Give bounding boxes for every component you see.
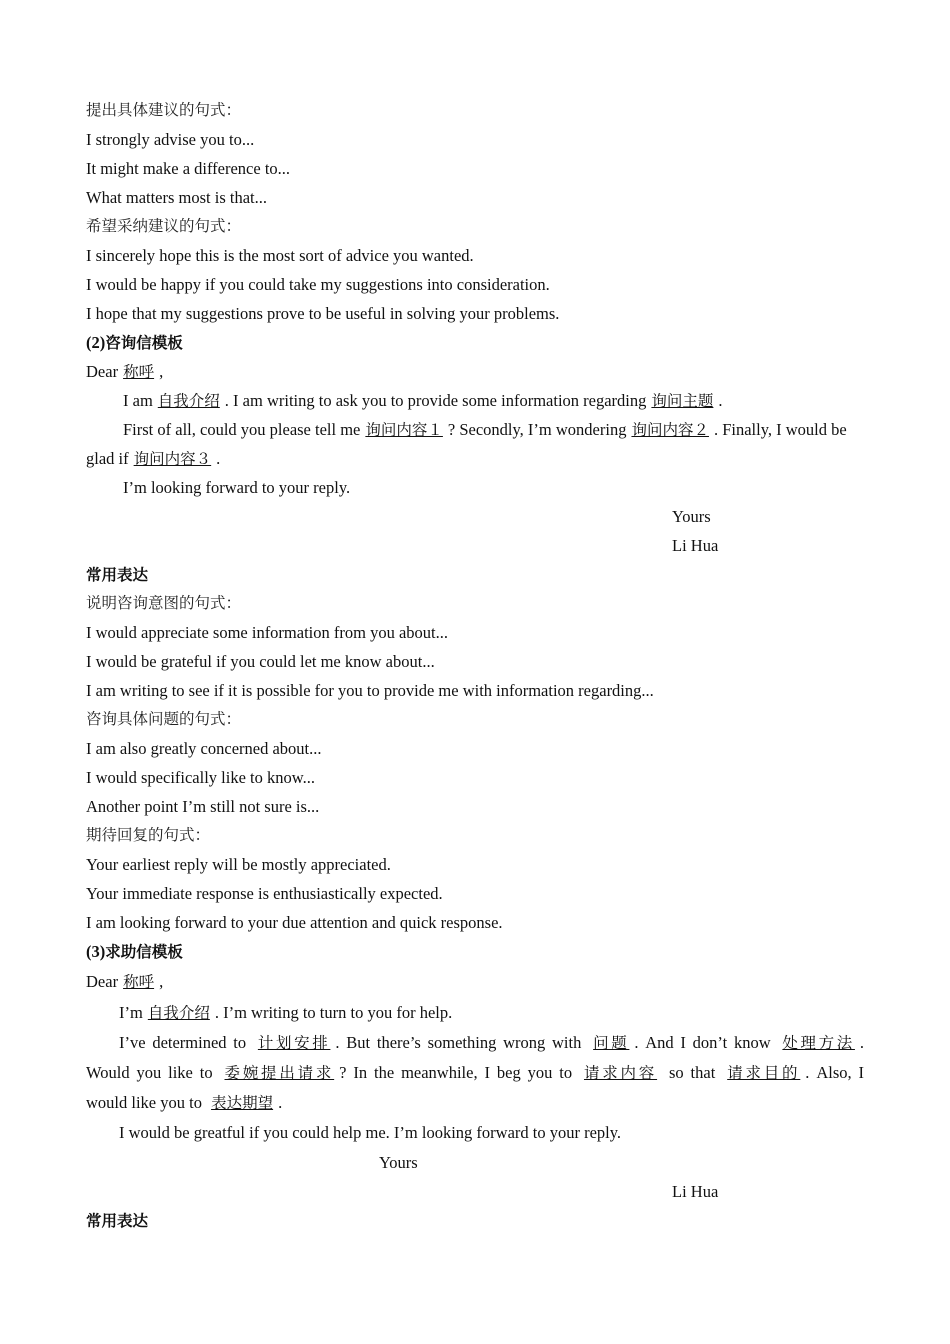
help-title bbox=[86, 937, 864, 966]
advice-line: What matters most is that... bbox=[86, 188, 268, 207]
text: . I am writing to ask you to provide some information regarding bbox=[224, 391, 647, 410]
inquiry-title-num: (2) bbox=[86, 333, 106, 352]
hope-line: I hope that my suggestions prove to be useful in solving your problems. bbox=[86, 304, 560, 323]
inquiry-closing: I’m looking forward to your reply. bbox=[123, 478, 351, 497]
help-salutation: Dear 称呼 , bbox=[86, 972, 164, 991]
specific-line: Another point I’m still not sure is... bbox=[86, 797, 320, 816]
help-para-2-line-3: would like you to 表达期望 . bbox=[86, 1093, 283, 1112]
text: ? In the meanwhile, I beg you to bbox=[339, 1063, 573, 1082]
blank-question-2: 询问内容２ bbox=[631, 421, 709, 439]
text: . I’m writing to turn to you for help. bbox=[214, 1003, 453, 1022]
hope-heading: 希望采纳建议的句式： bbox=[86, 217, 242, 235]
inquiry-title-text: 咨询信模板 bbox=[105, 334, 183, 352]
blank-salutation: 称呼 bbox=[123, 363, 155, 381]
blank-request: 委婉提出请求 bbox=[224, 1064, 335, 1082]
heading-text: 常用表达 bbox=[86, 566, 149, 584]
document-page bbox=[86, 96, 864, 1235]
hope-line: I sincerely hope this is the most sort of advice you wanted. bbox=[86, 246, 474, 265]
blank-self-intro: 自我介绍 bbox=[157, 392, 220, 410]
inquiry-para-2-line-1 bbox=[86, 415, 864, 444]
intent-heading: 说明咨询意图的句式： bbox=[86, 594, 242, 612]
text: I’ve determined to bbox=[119, 1033, 247, 1052]
blank-question-1: 询问内容１ bbox=[365, 421, 443, 439]
hope-line: I would be happy if you could take my suggestions into consideration. bbox=[86, 275, 550, 294]
help-yours: Yours bbox=[379, 1153, 418, 1172]
blank-request-content: 请求内容 bbox=[583, 1064, 658, 1082]
dear-text: Dear bbox=[86, 362, 119, 381]
help-signature: Li Hua bbox=[672, 1182, 719, 1201]
text: Would you like to bbox=[86, 1063, 213, 1082]
text: First of all, could you please tell me bbox=[123, 420, 361, 439]
help-para-1 bbox=[86, 997, 864, 1028]
blank-self-intro: 自我介绍 bbox=[147, 1004, 210, 1022]
reply-line: I am looking forward to your due attention and quick response. bbox=[86, 913, 503, 932]
inquiry-para-2-line-2: glad if 询问内容３ . bbox=[86, 449, 221, 468]
blank-question-3: 询问内容３ bbox=[133, 450, 212, 468]
help-para-2-line-1: I’ve determined to 计划安排 . But there’s something wrong with 问题 . And I don’t know 处理方法 . bbox=[119, 1033, 865, 1052]
intent-line: I would appreciate some information from you about... bbox=[86, 623, 448, 642]
text: . And I don’t know bbox=[634, 1033, 771, 1052]
specific-line: I am also greatly concerned about... bbox=[86, 739, 322, 758]
advice-line: I strongly advise you to... bbox=[86, 130, 255, 149]
blank-expectation: 表达期望 bbox=[211, 1094, 274, 1112]
blank-problem: 问题 bbox=[593, 1034, 630, 1052]
intent-line: I am writing to see if it is possible for you to provide me with information regarding... bbox=[86, 681, 654, 700]
intent-line: I would be grateful if you could let me know about... bbox=[86, 652, 435, 671]
text: I am bbox=[123, 391, 153, 410]
inquiry-para-1: I am 自我介绍 . I am writing to ask you to provide some information regarding 询问主题 . bbox=[123, 391, 723, 410]
text: I’m bbox=[119, 1003, 143, 1022]
help-title-num: (3) bbox=[86, 942, 106, 961]
inquiry-yours: Yours bbox=[672, 507, 711, 526]
reply-line: Your earliest reply will be mostly appreciated. bbox=[86, 855, 391, 874]
help-closing: I would be greatful if you could help me. I’m looking forward to your reply. bbox=[119, 1123, 622, 1142]
blank-topic: 询问主题 bbox=[651, 392, 714, 410]
text: . Also, I bbox=[805, 1063, 865, 1082]
help-para-2-line-2 bbox=[86, 1058, 864, 1088]
blank-salutation: 称呼 bbox=[123, 973, 155, 991]
inquiry-title bbox=[86, 328, 864, 357]
inquiry-signature: Li Hua bbox=[672, 536, 719, 555]
text: . But there’s something wrong with bbox=[335, 1033, 582, 1052]
specific-line: I would specifically like to know... bbox=[86, 768, 315, 787]
inquiry-salutation: Dear 称呼 , bbox=[86, 362, 164, 381]
text: ? Secondly, I’m wondering bbox=[447, 420, 627, 439]
help-expressions-heading bbox=[86, 1206, 864, 1235]
blank-method: 处理方法 bbox=[782, 1034, 855, 1052]
advice-line: It might make a difference to... bbox=[86, 159, 291, 178]
heading-text: 常用表达 bbox=[86, 1212, 149, 1230]
blank-plan: 计划安排 bbox=[257, 1034, 331, 1052]
text: would like you to bbox=[86, 1093, 202, 1112]
text: glad if bbox=[86, 449, 129, 468]
help-title-text: 求助信模板 bbox=[105, 943, 183, 961]
reply-heading: 期待回复的句式： bbox=[86, 826, 211, 844]
inquiry-expressions-heading bbox=[86, 560, 864, 589]
text: so that bbox=[668, 1063, 716, 1082]
text: . Finally, I would be bbox=[713, 420, 847, 439]
reply-line: Your immediate response is enthusiastically expected. bbox=[86, 884, 443, 903]
advice-heading: 提出具体建议的句式： bbox=[86, 101, 242, 119]
blank-purpose: 请求目的 bbox=[727, 1064, 801, 1082]
dear-text: Dear bbox=[86, 972, 119, 991]
specific-heading: 咨询具体问题的句式： bbox=[86, 710, 242, 728]
